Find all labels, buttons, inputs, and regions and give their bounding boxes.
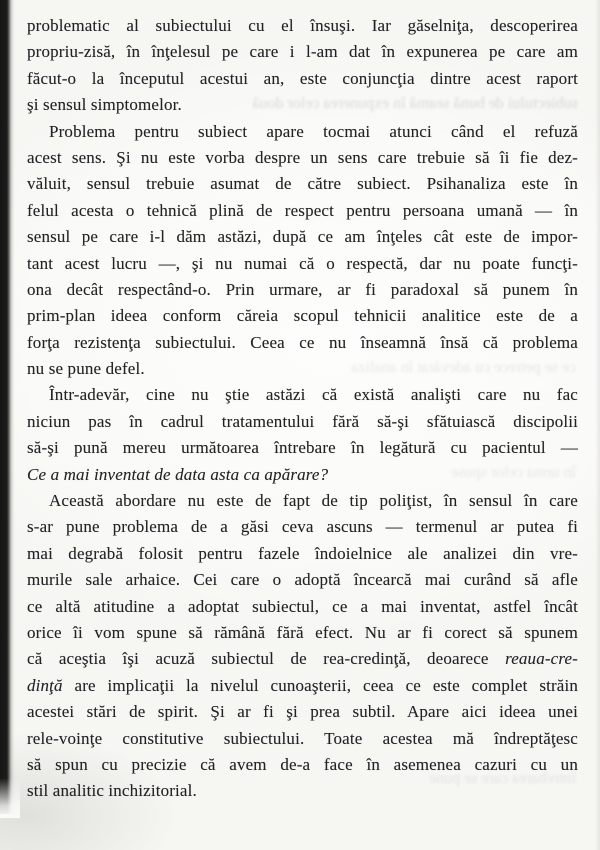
text-line	[27, 541, 578, 567]
text-line	[27, 382, 578, 408]
line-text: rele-voinţe constitutive subiectului. Toate acestea mă îndreptăţesc	[27, 728, 578, 748]
line-text: murile sale arhaice. Cei care o adoptă încearcă mai curând să afle	[27, 570, 578, 590]
line-text: tant acest lucru —, şi nu numai că o respectă, dar nu poate funcţi-	[27, 253, 578, 273]
line-text: problematic al subiectului cu el însuşi. Iar găselniţa, descoperirea	[27, 16, 578, 35]
line-text-italic: reaua-cre-	[505, 649, 578, 669]
line-text: sensul pe care i-l dăm astăzi, după ce am înţeles cât este de impor-	[27, 227, 578, 247]
bleed-through-artifact: întrebarea care se pune	[428, 770, 576, 787]
text-line	[27, 119, 578, 145]
text-line	[27, 356, 578, 382]
line-text: felul acesta o tehnică plină de respect pentru persoana umană — în	[27, 200, 578, 220]
text-line	[27, 514, 578, 540]
line-text: nu se pune defel.	[27, 359, 145, 379]
line-text: Problema pentru subiect apare tocmai atunci când el refuză	[49, 121, 578, 141]
text-line	[27, 277, 578, 303]
text-line	[27, 488, 578, 514]
bleed-through-artifact: ce se petrece cu adevărat în analiza	[351, 359, 576, 376]
line-text: ona decât respectând-o. Prin urmare, ar fi paradoxal să punem în	[27, 279, 578, 299]
text-line	[27, 39, 578, 65]
text-line	[27, 66, 578, 92]
bleed-through-artifact: în urma celor spuse	[451, 464, 576, 481]
line-text: să-şi pună mereu următoarea întrebare în legătură cu pacientul —	[27, 438, 578, 458]
line-text: orice îi vom spune să rămână fără efect. Nu ar fi corect să spunem	[27, 622, 578, 642]
line-text: niciun pas în cadrul tratamentului fără să-şi sfătuiască discipolii	[27, 411, 578, 431]
text-line	[27, 726, 578, 752]
line-text: mai degrabă folosit pentru fazele îndoielnice ale analizei din vre-	[27, 543, 578, 563]
text-line	[27, 303, 578, 329]
text-line	[27, 778, 578, 804]
text-line	[27, 752, 578, 778]
page-spine-shadow-fade	[0, 778, 20, 818]
text-line	[27, 330, 578, 356]
text-line	[27, 620, 578, 646]
text-line	[27, 92, 578, 118]
line-text: ce altă atitudine a adoptat subiectul, ce a mai inventat, astfel încât	[27, 596, 578, 616]
line-text: văluit, sensul trebuie asumat de către subiect. Psihanaliza este în	[27, 174, 578, 194]
page-right-edge-shade	[595, 0, 600, 850]
text-line	[27, 673, 578, 699]
bleed-through-artifact: subiectului de bună seamă în expunerea celor două	[252, 95, 578, 112]
text-line	[27, 646, 578, 672]
text-line	[27, 594, 578, 620]
line-text: forţa rezistenţa subiectului. Ceea ce nu înseamnă însă că problema	[27, 332, 578, 352]
line-text: are implicaţii la nivelul cunoaşterii, ceea ce este complet străin	[62, 675, 578, 695]
line-text: că aceştia îşi acuză subiectul de rea-credinţă, deoarece	[27, 649, 506, 669]
text-line	[27, 145, 578, 171]
line-text: stil analitic inchizitorial.	[27, 781, 197, 801]
line-text: propriu-zisă, în înţelesul pe care i l-am dat în expunerea pe care am	[27, 42, 578, 62]
page-spine-shadow	[0, 0, 15, 814]
line-text: şi sensul simptomelor.	[27, 95, 182, 115]
text-line	[27, 699, 578, 725]
line-text: Într-adevăr, cine nu ştie astăzi că există analişti care nu fac	[49, 385, 578, 405]
text-line	[27, 13, 578, 39]
line-text: făcut-o la începutul acestui an, este conjuncţia dintre acest raport	[27, 68, 578, 88]
line-text-italic: Ce a mai inventat de data asta ca apărare?	[27, 464, 329, 484]
text-line	[27, 224, 578, 250]
text-line	[27, 567, 578, 593]
text-line	[27, 251, 578, 277]
line-text: să spun cu precizie că avem de-a face în asemenea cazuri cu un	[27, 754, 578, 774]
text-line	[27, 198, 578, 224]
line-text: acest sens. Şi nu este vorba despre un sens care trebuie să îi fie dez-	[27, 147, 578, 167]
line-text: acestei stări de spirit. Şi ar fi şi prea subtil. Apare aici ideea unei	[27, 702, 578, 722]
line-text-italic: dinţă	[27, 675, 63, 695]
text-line	[27, 409, 578, 435]
line-text: Această abordare nu este de fapt de tip poliţist, în sensul în care	[49, 491, 578, 511]
text-line	[27, 171, 578, 197]
text-line	[27, 462, 578, 488]
line-text: prim-plan ideea conform căreia scopul tehnicii analitice este de a	[27, 306, 578, 326]
line-text: s-ar pune problema de a găsi ceva ascuns — termenul ar putea fi	[27, 517, 578, 537]
text-block	[27, 13, 578, 805]
text-line	[27, 435, 578, 461]
